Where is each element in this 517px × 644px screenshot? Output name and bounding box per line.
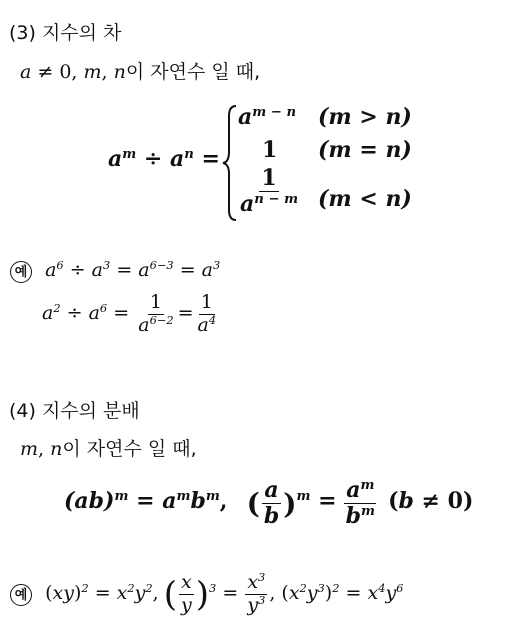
distribution-formula: $(ab)^m = a^mb^m$, ( $\frac{a}{b}$ )$^m$ = $\frac{a^m}{b^m}$ (b ≠ 0) xyxy=(64,477,474,530)
case-2-value: 1 xyxy=(262,137,278,163)
example-4-line: 예 $(xy)^2 = x^2y^2$, ( $\frac{x}{y}$ )$^3$ = $\frac{x^3}{y^3}$ , $(x^2y^3)^2 = x^4y^6$ xyxy=(10,572,403,617)
example-badge: 예 xyxy=(10,584,32,606)
section-4-heading: (4) 지수의 분배 xyxy=(9,400,140,422)
example-3-line-1: 예 $a^6 \div a^3 = a^{6-3} = a^3$ xyxy=(10,259,220,283)
case-3-numerator: 1 xyxy=(261,165,277,191)
case-1-value: $a^{m - n}$ xyxy=(238,104,297,130)
section-4-condition: m, n이 자연수 일 때, xyxy=(20,438,197,460)
condition-text: 이 자연수 일 때, xyxy=(125,61,261,83)
section-3-heading: (3) 지수의 차 xyxy=(9,22,122,44)
case-3-fraction: $\frac{1}{a^{n - m}}$ xyxy=(240,165,299,218)
case-3-condition: (m < n) xyxy=(318,186,412,212)
example-3-line-2: $a^2 \div a^6$ = $\frac{1}{a^{6-2}}$ = $\frac{1}{a^4}$ xyxy=(42,291,217,336)
example-badge: 예 xyxy=(10,261,32,283)
quotient-formula-lhs: $a^m \div a^n$ = xyxy=(108,146,220,172)
condition-text: 이 자연수 일 때, xyxy=(62,438,197,460)
section-3-condition: a ≠ 0, m, n이 자연수 일 때, xyxy=(20,61,261,83)
case-1-condition: (m > n) xyxy=(318,104,412,130)
case-2-condition: (m = n) xyxy=(318,137,412,163)
